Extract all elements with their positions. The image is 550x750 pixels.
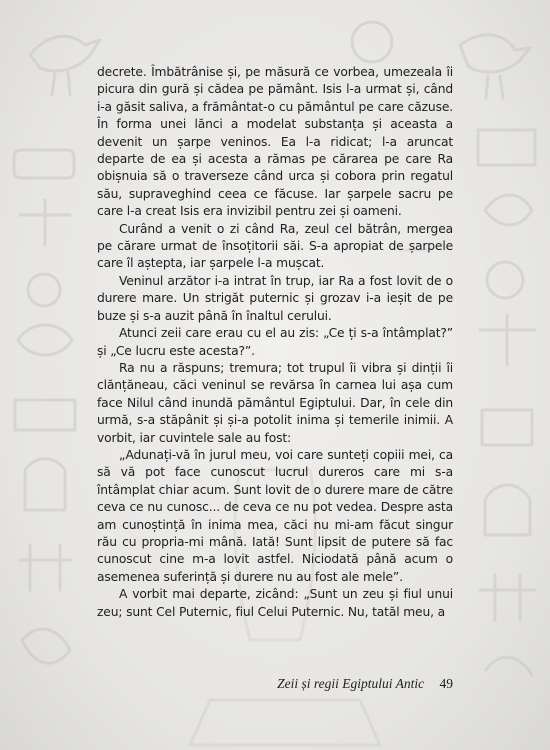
paragraph-4: Atunci zeii care erau cu el au zis: „Ce ți s-a întâmplat?” și „Ce lucru este acesta?”.: [97, 326, 453, 358]
page-footer: [277, 676, 453, 692]
paragraph-5: Ra nu a răspuns; tremura; tot trupul îi vibra și dinții îi clănțăneau, căci veninul se revărsa în carnea lui așa cum face Nilul când inundă pământul Egiptului. Dar, în cele din urmă, s-a stăpânit și și-a potolit inima și temerile inimii. A vorbit, iar cuvintele sale au fost:: [97, 360, 453, 445]
running-title: Zeii și regii Egiptului Antic: [277, 676, 425, 691]
paragraph-7: A vorbit mai departe, zicând: „Sunt un zeu și fiul unui zeu; sunt Cel Puternic, fiul Celui Puternic. Nu, tatăl meu, a: [97, 587, 453, 619]
paragraph-1: decrete. Îmbătrânise și, pe măsură ce vorbea, umezeala îi picura din gură și cădea pe pământ. Isis l-a urmat și, când i-a găsit saliva, a frământat-o cu pământul pe care căzuse. În forma unei lănci a modelat substanța și aceasta a devenit un șarpe veninos. Ea l-a ridicat; l-a aruncat departe de ea și acesta a rămas pe cărarea pe care Ra obișnuia să o traverseze când urca și cobora prin regatul său, supraveghind ceea ce făcuse. Iar șarpele sacru pe care l-a creat Isis era invizibil pentru zei și oameni.: [97, 65, 453, 219]
page-number: 49: [439, 676, 453, 691]
paragraph-3: Veninul arzător i-a intrat în trup, iar Ra a fost lovit de o durere mare. Un strigăt puternic și grozav i-a ieșit de pe buze și s-a auzit până în înaltul cerului.: [97, 273, 453, 323]
paragraph-6: „Adunați-vă în jurul meu, voi care sunteți copiii mei, ca să vă pot face cunoscut lucrul dureros care mi s-a întâmplat chiar acum. Sunt lovit de o durere mare de către ceva ce nu cunosc... de ceva ce nu pot vedea. Despre asta am cunoștință în inima mea, căci nu mi-am făcut singur rău cu propria-mi mână. Iată! Sunt lipsit de putere să fac cunoscut cine m-a lovit astfel. Niciodată până acum o asemenea suferință și durere nu au fost ale mele”.: [97, 447, 453, 584]
body-text: [97, 64, 453, 621]
paragraph-2: Curând a venit o zi când Ra, zeul cel bătrân, mergea pe cărare urmat de însoțitorii săi. S-a apropiat de șarpele care îl aștepta, iar șarpele l-a mușcat.: [97, 221, 453, 271]
